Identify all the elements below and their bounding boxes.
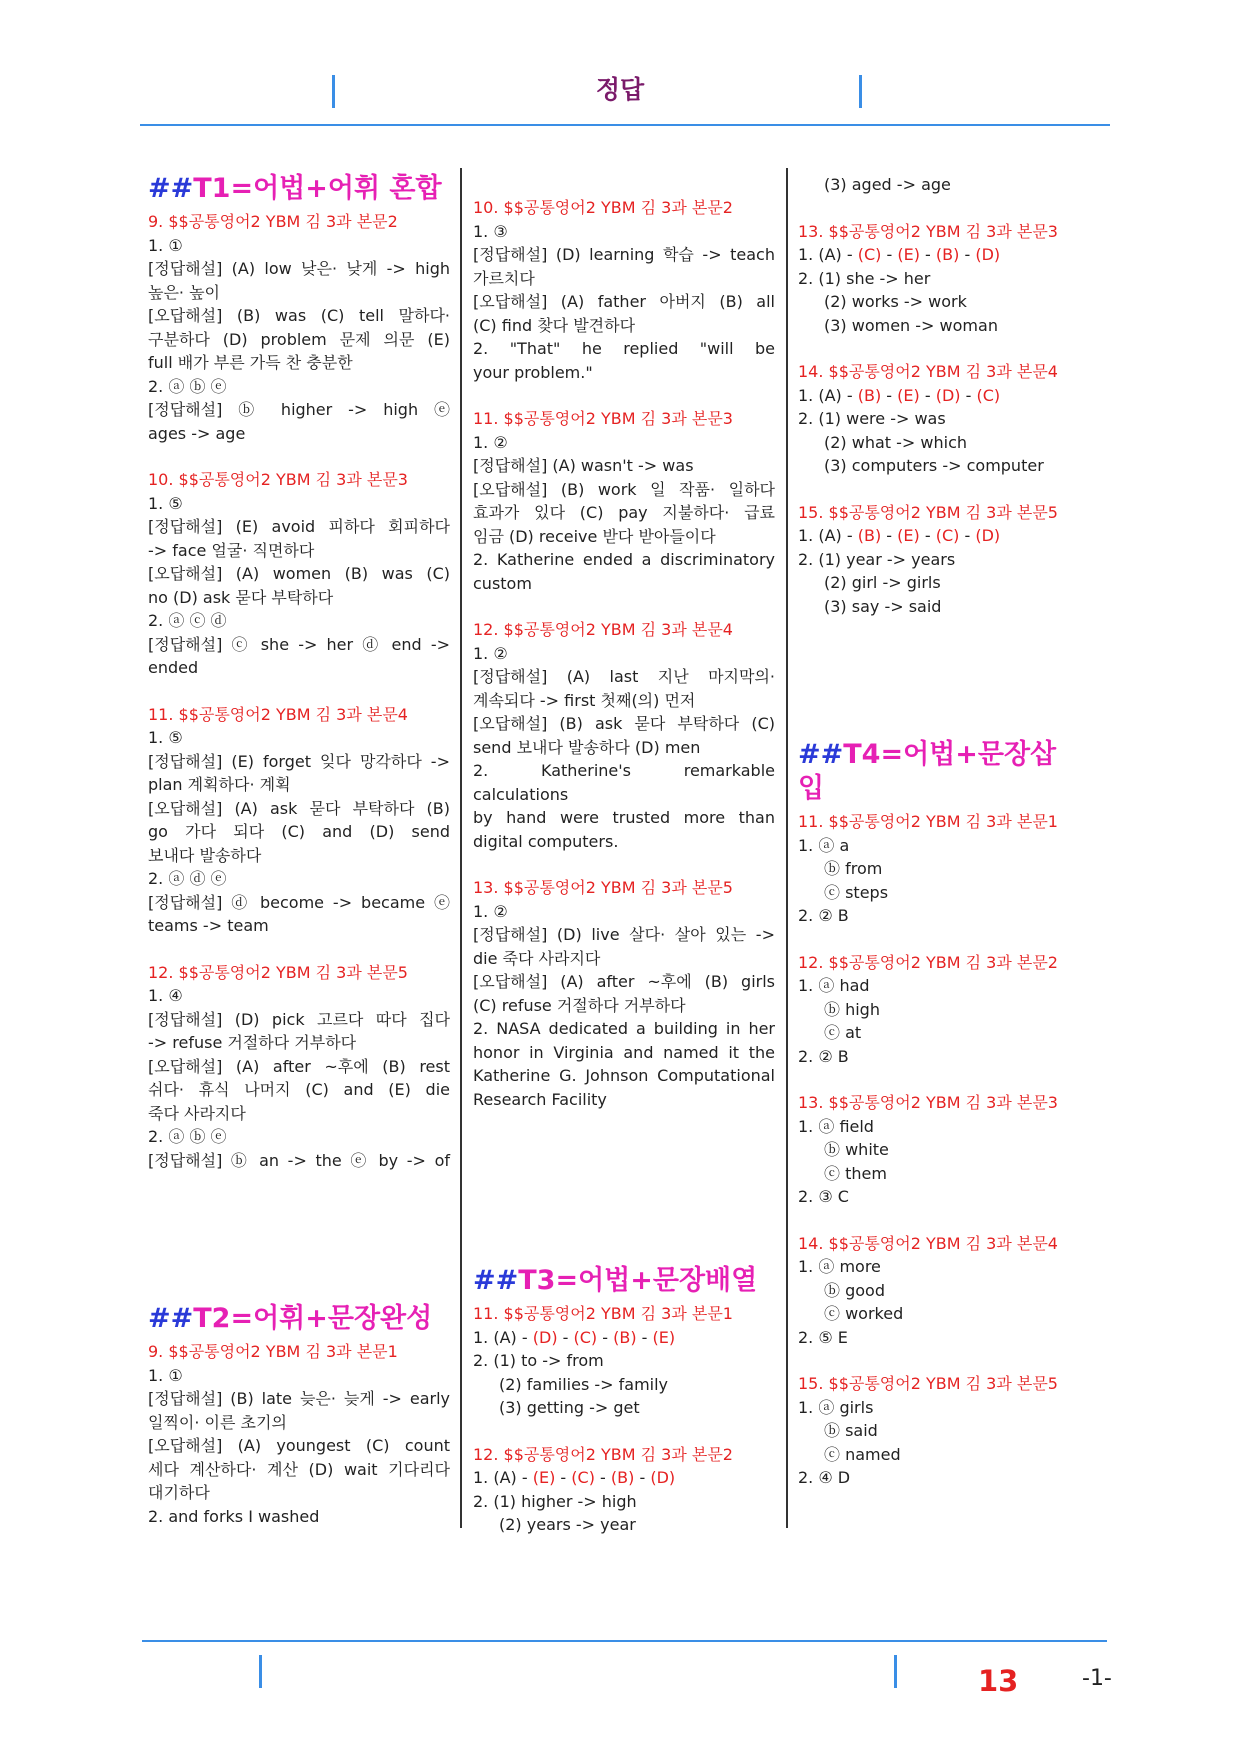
- answer-line: 2. Katherine ended a discriminatory: [473, 550, 775, 569]
- answer-line: 2. "That" he replied "will be: [473, 339, 775, 358]
- answer-block: [798, 360, 1068, 478]
- column-divider-1: [460, 168, 462, 1528]
- answer-line: [오답해설] (A) after ~후에 (B) girls: [473, 972, 775, 991]
- answer-line: 2. ⓐ ⓑ ⓔ: [148, 1127, 227, 1146]
- answer-line: (3) aged -> age: [824, 175, 951, 194]
- answer-line: 1. ⓐ had: [798, 976, 870, 995]
- answer-block: [148, 961, 450, 1173]
- answer-line: 일찍이· 이른 초기의: [148, 1412, 287, 1432]
- answer-line: [정답해설] (E) avoid 피하다 회피하다: [148, 517, 450, 536]
- column-divider-2: [786, 168, 788, 1528]
- answer-line: 죽다 사라지다: [148, 1103, 246, 1123]
- answer-line: 2. ⓐ ⓓ ⓔ: [148, 869, 227, 888]
- block-heading: 12. $$공통영어2 YBM 김 3과 본문4: [473, 620, 733, 639]
- answer-line: plan 계획하다· 계획: [148, 775, 291, 794]
- answer-block: [148, 468, 450, 680]
- answer-line: (2) families -> family: [499, 1374, 669, 1394]
- answer-line: (C) refuse 거절하다 거부하다: [473, 995, 686, 1015]
- answer-line: 쉬다· 휴식 나머지 (C) and (E) die: [148, 1080, 450, 1099]
- section-title: ##T3=어법+문장배열: [473, 1265, 758, 1296]
- answer-line: 세다 계산하다· 계산 (D) wait 기다리다: [148, 1459, 450, 1479]
- block-heading: 15. $$공통영어2 YBM 김 3과 본문5: [798, 1374, 1058, 1393]
- answer-line: send 보내다 발송하다 (D) men: [473, 737, 701, 757]
- answer-line: ⓒ steps: [824, 882, 889, 902]
- answer-block: [148, 210, 450, 445]
- answer-line: 구분하다 (D) problem 문제 의문 (E): [148, 329, 450, 349]
- answer-line: ages -> age: [148, 423, 246, 443]
- answer-line: your problem.": [473, 362, 593, 382]
- answer-line: 가르치다: [473, 268, 535, 288]
- answer-line: (2) years -> year: [499, 1515, 636, 1534]
- answer-line: ⓒ named: [824, 1444, 901, 1464]
- footer-bar-right: [894, 1655, 897, 1688]
- answer-line: 2. ⑤ E: [798, 1327, 848, 1347]
- answer-line: ended: [148, 658, 199, 677]
- block-heading: 15. $$공통영어2 YBM 김 3과 본문5: [798, 502, 1058, 522]
- answer-block: [798, 1372, 1068, 1490]
- answer-line: [오답해설] (A) father 아버지 (B) all: [473, 292, 775, 311]
- answer-block: [473, 1302, 775, 1420]
- answer-block: [798, 1091, 1068, 1209]
- answer-line: 1. ①: [148, 1365, 183, 1385]
- block-heading: 12. $$공통영어2 YBM 김 3과 본문2: [798, 952, 1058, 972]
- answer-line: 1. ②: [473, 432, 508, 452]
- answer-line: Research Facility: [473, 1089, 607, 1109]
- page-corner-label: -1-: [1082, 1666, 1112, 1691]
- column-2: [473, 196, 775, 1560]
- block-heading: 10. $$공통영어2 YBM 김 3과 본문2: [473, 198, 733, 217]
- section-title: ##T1=어법+어휘 혼합: [148, 173, 442, 204]
- answer-line: 2. ③ C: [798, 1187, 849, 1206]
- answer-line: Katherine G. Johnson Computational: [473, 1066, 775, 1085]
- answer-block: [798, 173, 1068, 197]
- answer-line: honor in Virginia and named it the: [473, 1042, 775, 1062]
- answer-line: 2. Katherine's remarkable calculations: [473, 761, 775, 804]
- block-heading: 13. $$공통영어2 YBM 김 3과 본문3: [798, 1093, 1058, 1112]
- order-line: 1. (A) - (B) - (E) - (D) - (C): [798, 385, 1001, 405]
- answer-block: [798, 810, 1068, 928]
- answer-line: [정답해설] (B) late 늦은· 늦게 -> early: [148, 1389, 450, 1408]
- answer-line: ⓒ them: [824, 1163, 887, 1183]
- answer-line: 2. and forks I washed: [148, 1506, 320, 1526]
- answer-block: [798, 951, 1068, 1069]
- order-line: 1. (A) - (D) - (C) - (B) - (E): [473, 1327, 676, 1347]
- footer-rule: [142, 1640, 1107, 1642]
- answer-line: teams -> team: [148, 916, 269, 935]
- answer-line: [오답해설] (A) youngest (C) count: [148, 1436, 450, 1455]
- answer-block: [473, 407, 775, 595]
- answer-line: go 가다 되다 (C) and (D) send: [148, 822, 450, 841]
- answer-block: [148, 1340, 450, 1528]
- answer-line: (3) say -> said: [824, 596, 942, 616]
- answer-line: full 배가 부른 가득 찬 충분한: [148, 353, 353, 372]
- answer-line: -> refuse 거절하다 거부하다: [148, 1033, 357, 1052]
- footer-bar-left: [259, 1655, 262, 1688]
- answer-line: (2) girl -> girls: [824, 573, 941, 592]
- answer-block: [473, 618, 775, 853]
- answer-block: [148, 703, 450, 938]
- answer-line: ⓒ at: [824, 1023, 862, 1042]
- column-3: [798, 173, 1068, 1513]
- block-heading: 14. $$공통영어2 YBM 김 3과 본문4: [798, 1233, 1058, 1253]
- answer-line: [정답해설] (D) pick 고르다 따다 집다: [148, 1009, 450, 1029]
- answer-line: 보내다 발송하다: [148, 845, 262, 865]
- block-heading: 10. $$공통영어2 YBM 김 3과 본문3: [148, 470, 408, 489]
- section-title: ##T4=어법+문장삽입: [798, 739, 1057, 804]
- answer-line: [정답해설] (E) forget 잊다 망각하다 ->: [148, 751, 450, 771]
- block-heading: 9. $$공통영어2 YBM 김 3과 본문2: [148, 212, 398, 231]
- answer-line: [오답해설] (B) work 일 작품· 일하다: [473, 479, 775, 499]
- order-line: 1. (A) - (B) - (E) - (C) - (D): [798, 526, 1001, 545]
- block-heading: 13. $$공통영어2 YBM 김 3과 본문3: [798, 221, 1058, 241]
- column-1: [148, 172, 450, 1551]
- answer-line: die 죽다 사라지다: [473, 948, 601, 968]
- answer-line: 2. NASA dedicated a building in her: [473, 1019, 775, 1038]
- page-title: 정답: [595, 75, 645, 104]
- block-heading: 9. $$공통영어2 YBM 김 3과 본문1: [148, 1342, 398, 1361]
- answer-line: (2) what -> which: [824, 432, 968, 452]
- answer-line: [정답해설] ⓓ become -> became ⓔ: [148, 892, 450, 912]
- answer-line: (2) works -> work: [824, 292, 967, 311]
- answer-line: [정답해설] (D) learning 학습 -> teach: [473, 245, 775, 264]
- answer-block: [798, 501, 1068, 619]
- block-heading: 12. $$공통영어2 YBM 김 3과 본문5: [148, 962, 408, 982]
- answer-line: 2. (1) were -> was: [798, 409, 946, 428]
- answer-line: [정답해설] (A) low 낮은· 낮게 -> high: [148, 259, 450, 278]
- answer-line: (3) women -> woman: [824, 315, 998, 335]
- block-heading: 11. $$공통영어2 YBM 김 3과 본문3: [473, 409, 733, 428]
- answer-line: 계속되다 -> first 첫째(의) 먼저: [473, 690, 696, 710]
- answer-line: 1. ④: [148, 986, 183, 1005]
- answer-line: ⓑ white: [824, 1140, 889, 1159]
- answer-line: 1. ⓐ girls: [798, 1397, 874, 1417]
- answer-line: 1. ⓐ field: [798, 1116, 874, 1136]
- answer-line: 1. ②: [473, 643, 508, 663]
- order-line: 1. (A) - (E) - (C) - (B) - (D): [473, 1468, 676, 1487]
- answer-line: 2. ② B: [798, 1046, 849, 1066]
- answer-line: ⓑ from: [824, 859, 883, 878]
- answer-block: [798, 1232, 1068, 1350]
- answer-line: ⓑ good: [824, 1280, 885, 1300]
- answer-block: [473, 1443, 775, 1537]
- answer-line: [오답해설] (B) was (C) tell 말하다·: [148, 306, 450, 325]
- block-heading: 13. $$공통영어2 YBM 김 3과 본문5: [473, 878, 733, 897]
- answer-block: [473, 876, 775, 1111]
- answer-line: 2. (1) year -> years: [798, 549, 956, 569]
- answer-line: [정답해설] (D) live 살다· 살아 있는 ->: [473, 925, 775, 944]
- answer-line: 1. ⑤: [148, 728, 183, 747]
- answer-line: -> face 얼굴· 직면하다: [148, 540, 315, 560]
- order-line: 1. (A) - (C) - (E) - (B) - (D): [798, 245, 1001, 264]
- answer-line: 2. ⓐ ⓒ ⓓ: [148, 611, 227, 630]
- answer-line: no (D) ask 묻다 부탁하다: [148, 587, 334, 607]
- answer-line: 2. ④ D: [798, 1468, 851, 1487]
- answer-block: [473, 196, 775, 384]
- answer-line: 1. ③: [473, 221, 508, 241]
- block-heading: 11. $$공통영어2 YBM 김 3과 본문1: [473, 1304, 733, 1323]
- answer-line: [오답해설] (A) women (B) was (C): [148, 564, 450, 583]
- answer-line: 1. ②: [473, 901, 508, 921]
- answer-line: [오답해설] (B) ask 묻다 부탁하다 (C): [473, 714, 775, 733]
- block-heading: 11. $$공통영어2 YBM 김 3과 본문4: [148, 704, 408, 724]
- answer-line: [오답해설] (A) ask 묻다 부탁하다 (B): [148, 798, 450, 818]
- answer-line: 2. (1) higher -> high: [473, 1491, 637, 1511]
- section-title: ##T2=어휘+문장완성: [148, 1303, 433, 1334]
- answer-line: 높은· 높이: [148, 282, 220, 302]
- answer-line: 2. (1) she -> her: [798, 268, 931, 288]
- block-heading: 12. $$공통영어2 YBM 김 3과 본문2: [473, 1444, 733, 1464]
- answer-line: 2. ⓐ ⓑ ⓔ: [148, 376, 227, 396]
- answer-block: [798, 220, 1068, 338]
- block-heading: 14. $$공통영어2 YBM 김 3과 본문4: [798, 362, 1058, 381]
- answer-line: [정답해설] (A) last 지난 마지막의·: [473, 667, 775, 686]
- answer-line: ⓒ worked: [824, 1304, 904, 1323]
- answer-line: 1. ⓐ a: [798, 835, 850, 855]
- answer-line: 1. ⓐ more: [798, 1257, 881, 1276]
- header-rule: [140, 124, 1110, 126]
- answer-line: ⓑ said: [824, 1421, 878, 1440]
- page-number: 13: [978, 1664, 1019, 1698]
- answer-line: 대기하다: [148, 1483, 210, 1502]
- answer-line: 효과가 있다 (C) pay 지불하다· 급료: [473, 503, 775, 522]
- answer-line: by hand were trusted more than: [473, 808, 775, 827]
- answer-line: 1. ⑤: [148, 493, 183, 513]
- answer-line: [정답해설] ⓑ an -> the ⓔ by -> of: [148, 1150, 450, 1170]
- answer-line: (C) find 찾다 발견하다: [473, 315, 636, 335]
- answer-line: custom: [473, 573, 532, 593]
- answer-line: [오답해설] (A) after ~후에 (B) rest: [148, 1056, 450, 1076]
- answer-line: 2. (1) to -> from: [473, 1351, 604, 1370]
- answer-line: ⓑ high: [824, 999, 880, 1019]
- answer-line: [정답해설] (A) wasn't -> was: [473, 456, 694, 475]
- answer-line: [정답해설] ⓒ she -> her ⓓ end ->: [148, 634, 450, 654]
- answer-line: (3) computers -> computer: [824, 456, 1044, 475]
- answer-line: (3) getting -> get: [499, 1398, 640, 1417]
- answer-line: 2. ② B: [798, 906, 849, 925]
- answer-line: digital computers.: [473, 831, 619, 851]
- block-heading: 11. $$공통영어2 YBM 김 3과 본문1: [798, 812, 1058, 831]
- answer-line: 1. ①: [148, 235, 183, 255]
- answer-line: [정답해설] ⓑ higher -> high ⓔ: [148, 400, 450, 419]
- answer-line: 임금 (D) receive 받다 받아들이다: [473, 526, 716, 546]
